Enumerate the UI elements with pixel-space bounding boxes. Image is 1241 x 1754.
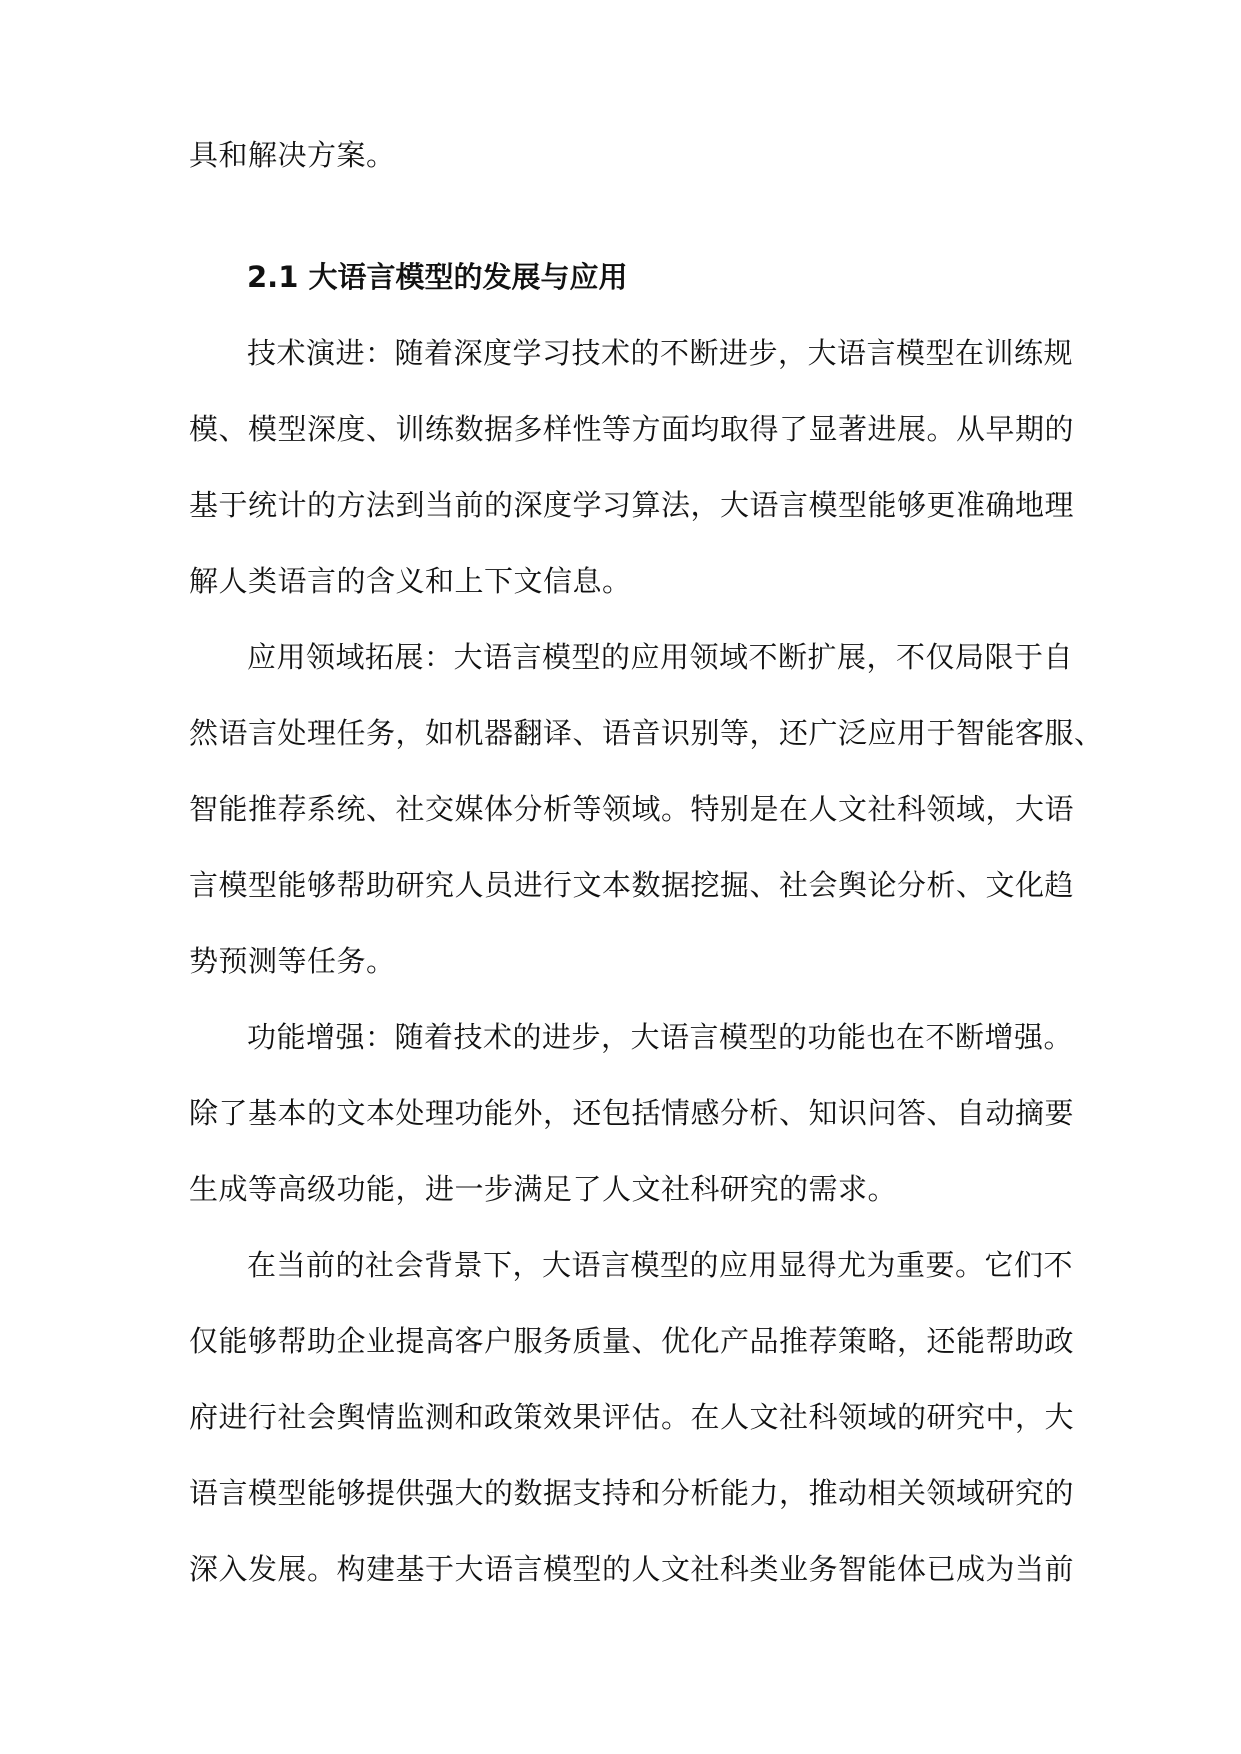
paragraph-4-line-1: 在当前的社会背景下，大语言模型的应用显得尤为重要。它们不 xyxy=(247,1248,1074,1282)
paragraph-2-line-4: 言模型能够帮助研究人员进行文本数据挖掘、社会舆论分析、文化趋 xyxy=(189,868,1075,902)
paragraph-2-line-1: 应用领域拓展：大语言模型的应用领域不断扩展，不仅局限于自 xyxy=(247,640,1074,674)
paragraph-3-line-2: 除了基本的文本处理功能外，还包括情感分析、知识问答、自动摘要 xyxy=(189,1096,1075,1130)
paragraph-3-line-1: 功能增强：随着技术的进步，大语言模型的功能也在不断增强。 xyxy=(247,1020,1074,1054)
paragraph-2-line-3: 智能推荐系统、社交媒体分析等领域。特别是在人文社科领域，大语 xyxy=(189,792,1075,826)
paragraph-4-line-2: 仅能够帮助企业提高客户服务质量、优化产品推荐策略，还能帮助政 xyxy=(189,1324,1075,1358)
paragraph-4-line-4: 语言模型能够提供强大的数据支持和分析能力，推动相关领域研究的 xyxy=(189,1476,1075,1510)
paragraph-1-line-2: 模、模型深度、训练数据多样性等方面均取得了显著进展。从早期的 xyxy=(189,412,1075,446)
paragraph-1-line-4: 解人类语言的含义和上下文信息。 xyxy=(189,564,632,598)
paragraph-3-line-3: 生成等高级功能，进一步满足了人文社科研究的需求。 xyxy=(189,1172,898,1206)
continuation-line: 具和解决方案。 xyxy=(189,138,396,172)
paragraph-4-line-3: 府进行社会舆情监测和政策效果评估。在人文社科领域的研究中，大 xyxy=(189,1400,1075,1434)
paragraph-2-line-5: 势预测等任务。 xyxy=(189,944,396,978)
paragraph-1-line-3: 基于统计的方法到当前的深度学习算法，大语言模型能够更准确地理 xyxy=(189,488,1075,522)
paragraph-1-line-1: 技术演进：随着深度学习技术的不断进步，大语言模型在训练规 xyxy=(247,336,1074,370)
paragraph-4-line-5: 深入发展。构建基于大语言模型的人文社科类业务智能体已成为当前 xyxy=(189,1552,1075,1586)
section-heading: 2.1 大语言模型的发展与应用 xyxy=(247,260,628,294)
paragraph-2-line-2: 然语言处理任务，如机器翻译、语音识别等，还广泛应用于智能客服、 xyxy=(189,716,1104,750)
